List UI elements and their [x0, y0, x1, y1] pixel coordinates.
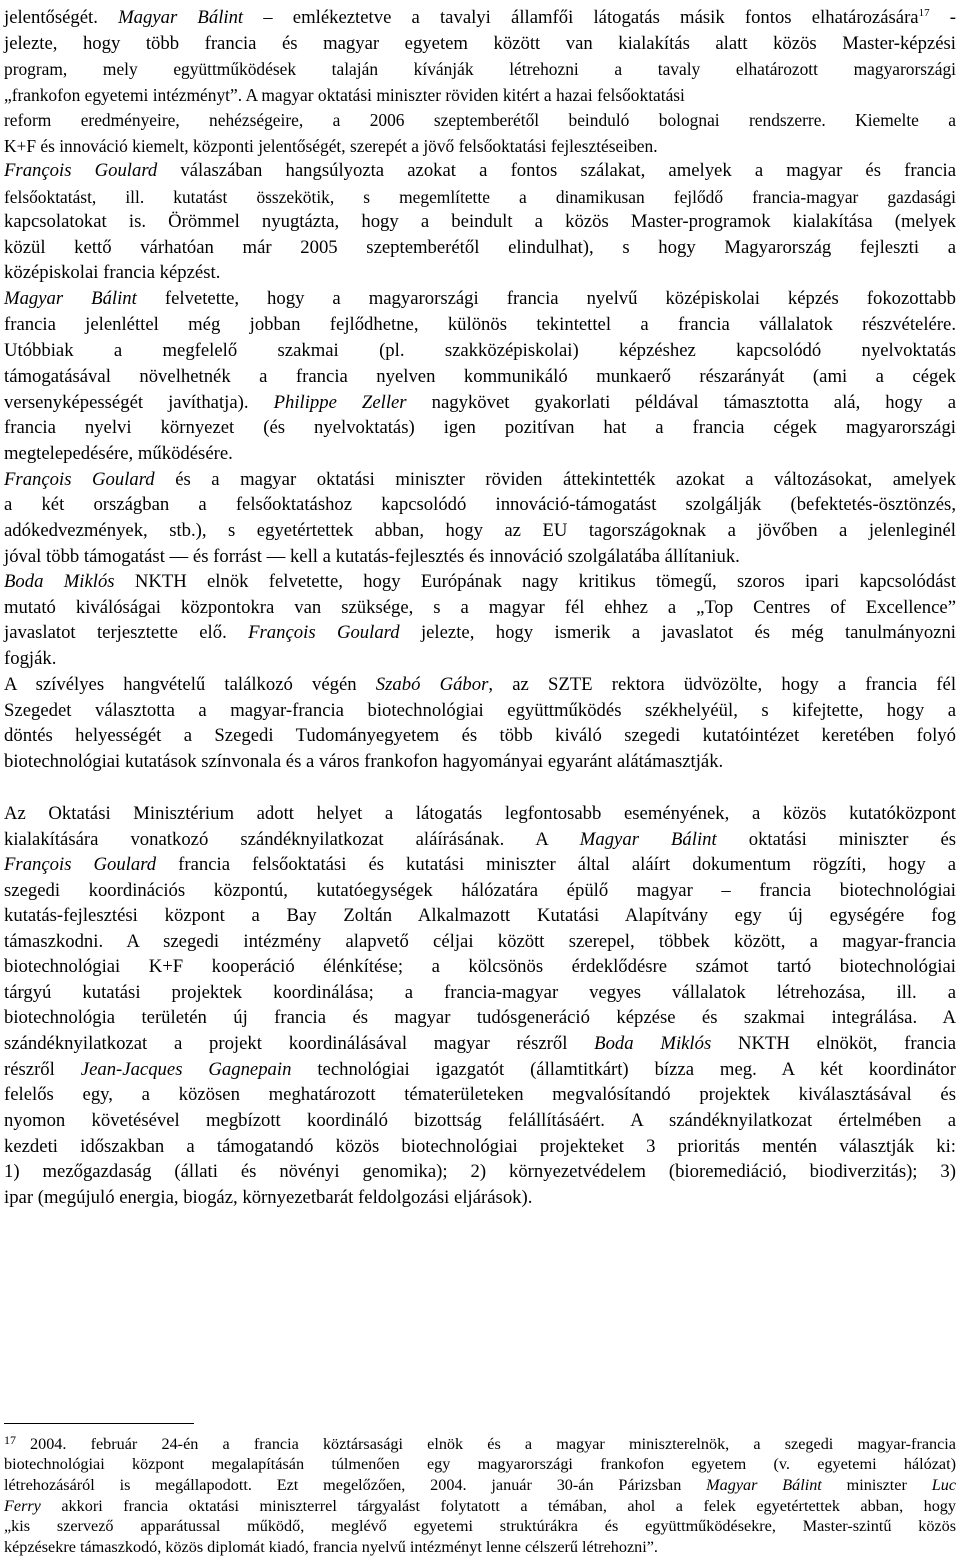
body-line [4, 622, 956, 646]
body-line [4, 366, 956, 390]
text-run: biotechnológiai K+F kooperáció élénkítése; a kölcsönös érdeklődésre számot tartó biotechnológiai [4, 956, 956, 977]
footnote-number: 17 [4, 1433, 16, 1447]
text-run: - [929, 7, 957, 28]
text-run: – emlékeztetve a tavalyi államfői látogatás másik fontos elhatározására [243, 7, 919, 28]
body-line [4, 186, 956, 210]
text-run: megtelepedésére, működésére. [4, 443, 233, 464]
text-run: reform eredményeire, nehézségeire, a 2006 szeptemberétől beinduló bolognai rendszerre. Kiemelte a [4, 110, 956, 130]
text-run: Az Oktatási Minisztérium adott helyet a látogatás legfontosabb eseményének, a közös kutatóközpont [4, 803, 956, 824]
text-run: nyomon követésével megbízott koordináló bizottság felállításáért. A szándéknyilatkozat értelmében a [4, 1110, 956, 1131]
body-line [4, 1059, 956, 1083]
person-name: François Goulard [248, 622, 400, 643]
text-run: szegedi koordinációs központú, kutatóegységek hálózatára épülő magyar – francia biotechnológiai [4, 880, 956, 901]
text-run: NKTH elnök felvetette, hogy Európának nagy kritikus tömegű, szoros ipari kapcsolódást [114, 571, 957, 592]
text-run: kapcsolatokat is. Örömmel nyugtázta, hogy a beindult a közös Master-programok kialakítása (melyek [4, 211, 956, 232]
body-line [4, 160, 956, 184]
person-name: Boda Miklós [594, 1033, 712, 1054]
body-line [4, 1187, 956, 1211]
body-line [4, 597, 956, 621]
text-run: tárgyú kutatási projektek koordinálása; a francia-magyar vegyes vállalatok létrehozása, ill. a [4, 982, 956, 1003]
text-run: válaszában hangsúlyozta azokat a fontos szálakat, amelyek a magyar és francia [157, 160, 956, 181]
person-name: Magyar Bálint [118, 7, 244, 28]
text-run: javaslatot terjesztette elő. [4, 622, 249, 643]
person-name: Luc [931, 1476, 956, 1494]
body-line [4, 674, 956, 698]
text-run: felvetette, hogy a magyarországi francia nyelvű középiskolai képzés fokozottabb [136, 288, 957, 309]
body-line [4, 494, 956, 518]
person-name: Szabó Gábor [375, 674, 489, 695]
text-run: támogatásával növelhetnék a francia nyelven kommunikáló munkaerő részarányát (ami a cégek [4, 366, 956, 387]
text-run: ipar (megújuló energia, biogáz, környezetbarát feldolgozási eljárások). [4, 1187, 533, 1208]
text-run: adókedvezmények, stb.), s egyetértettek abban, hogy az EU tagországoknak a jövőben a jelenleginél [4, 520, 956, 541]
body-line [4, 725, 956, 749]
text-run: program, mely együttműködések talaján kívánják létrehozni a tavaly elhatározott magyarországi [4, 59, 956, 79]
text-run: fogják. [4, 648, 57, 669]
body-line [4, 905, 956, 929]
person-name: François Goulard [4, 469, 155, 490]
text-run: nagykövet gyakorlati példával támasztotta alá, hogy a [406, 392, 956, 413]
text-run: felelős egy, a közösen meghatározott tématerületeken megvalósítandó projektek kiválasztásával és [4, 1084, 956, 1105]
body-line [4, 340, 956, 364]
body-line [4, 571, 956, 595]
body-line [4, 803, 956, 827]
body-line [4, 700, 956, 724]
body-line [4, 1084, 956, 1108]
text-run: K+F és innováció kiemelt, központi jelentőségét, szerepét a jövő felsőoktatási fejlesztéseiben. [4, 136, 658, 156]
text-run: technológiai igazgatót (államtitkárt) bízza meg. A két koordinátor [291, 1059, 956, 1080]
text-run: miniszter [821, 1476, 932, 1494]
body-line [4, 58, 956, 82]
body-line [4, 931, 956, 955]
body-line [4, 1110, 956, 1134]
person-name: Jean-Jacques Gagnepain [80, 1059, 292, 1080]
body-line [4, 956, 956, 980]
text-run: francia nyelvi környezet (és nyelvoktatás) igen pozitívan hat a francia cégek magyarországi [4, 417, 956, 438]
text-run: döntés helyességét a Szegedi Tudományegyetem és több kiváló szegedi kutatóintézet keretében folyó [4, 725, 956, 746]
text-run: Utóbbiak a megfelelő szakmai (pl. szakközépiskolai) képzéshez kapcsolódó nyelvoktatás [4, 340, 956, 361]
text-run: biotechnológia területén új francia és magyar tudósgeneráció képzése és szakmai integrálása. A [4, 1007, 956, 1028]
body-line [4, 648, 956, 672]
person-name: Boda Miklós [4, 571, 115, 592]
body-line [4, 443, 956, 467]
text-run: biotechnológiai kutatások színvonala és a város frankofon hagyományai egyaránt alátámasztják. [4, 751, 724, 772]
text-run: 1) mezőgazdaság (állati és növényi genomika); 2) környezetvédelem (bioremediáció, biodiverzitás); 3) [4, 1161, 956, 1182]
text-run: mutató kiválóságai központokra van szüksége, s a magyar fél ehhez a „Top Centres of Excellence” [4, 597, 956, 618]
body-line [4, 546, 956, 570]
body-line [4, 982, 956, 1006]
text-run: francia jelenléttel még jobban fejlődhetne, különös tekintettel a francia vállalatok részvételére. [4, 314, 956, 335]
text-run: felsőoktatást, ill. kutatást összekötik, s megemlítette a dinamikusan fejlődő francia-magyar gazdasági [4, 187, 956, 207]
text-run: támaszkodni. A szegedi intézmény alapvető céljai között szerepel, többek között, a magyar-francia [4, 931, 956, 952]
text-run: 2004. február 24-én a francia köztársasági elnök és a magyar miniszterelnök, a szegedi magyar-francia [30, 1435, 956, 1453]
body-line [4, 1161, 956, 1185]
body-line [4, 109, 956, 133]
text-run: jelentőségét. [4, 7, 119, 28]
text-run: részről [4, 1059, 81, 1080]
person-name: François Goulard [4, 854, 157, 875]
body-line [4, 469, 956, 493]
body-line [4, 288, 956, 312]
text-run: „frankofon egyetemi intézményt”. A magyar oktatási miniszter röviden kitért a hazai felsőoktatási [4, 85, 685, 105]
text-run: jelezte, hogy ismerik a javaslatot és még tanulmányozni [399, 622, 956, 643]
text-run: középiskolai francia képzést. [4, 262, 221, 283]
text-run: kialakítására vonatkozó szándéknyilatkozat aláírásának. A [4, 829, 580, 850]
text-run: , az SZTE rektora üdvözölte, hogy a francia fél [488, 674, 957, 695]
body-line [4, 314, 956, 338]
text-run: biotechnológiai központ megalapításán túlmenően egy magyarországi frankofon egyetem (v. egyetemi hálózat) [4, 1455, 956, 1473]
body-line [4, 392, 956, 416]
body-line [4, 880, 956, 904]
person-name: Magyar Bálint [579, 829, 717, 850]
text-run: francia felsőoktatási és kutatási miniszter által aláírt dokumentum rögzíti, hogy a [156, 854, 956, 875]
body-line [4, 237, 956, 261]
body-line [4, 135, 956, 159]
body-line [4, 829, 956, 853]
text-run: akkori francia oktatási miniszterrel tárgyalást folytatott a témában, ahol a felek egyetértettek abban, hogy [40, 1497, 956, 1515]
body-line [4, 1033, 956, 1057]
body-line [4, 84, 956, 108]
text-run: és a magyar oktatási miniszter röviden áttekintették azokat a változásokat, amelyek [154, 469, 956, 490]
text-run: Szegedet választotta a magyar-francia biotechnológiai együttműködés székhelyéül, s kifejtette, hogy a [4, 700, 956, 721]
text-run: a két országban a felsőoktatáshoz kapcsolódó innováció-támogatást szolgálják (befektetés-ösztönzés, [4, 494, 956, 515]
body-line [4, 262, 956, 286]
body-line [4, 1007, 956, 1031]
text-run: jóval több támogatást — és forrást — kell a kutatás-fejlesztés és innováció szolgálatába állítaniuk. [4, 546, 740, 567]
text-run: kutatás-fejlesztési központ a Bay Zoltán Alkalmazott Kutatási Alapítvány egy új egységére fog [4, 905, 956, 926]
body-line [4, 7, 956, 31]
text-run: jelezte, hogy több francia és magyar egyetem között van kialakítás alatt közös Master-képzési [4, 33, 956, 54]
text-run: létrehozásáról is megállapodott. Ezt megelőzően, 2004. január 30-án Párizsban [4, 1476, 707, 1494]
body-line [4, 1136, 956, 1160]
text-run: szándéknyilatkozat a projekt koordinálásával magyar részről [4, 1033, 595, 1054]
text-run: A szívélyes hangvételű találkozó végén [4, 674, 376, 695]
body-line [4, 211, 956, 235]
text-run: „kis szervező apparátussal működő, meglévő egyetemi struktúrákra és együttműködésekre, Master-szintű közös [4, 1517, 956, 1535]
body-line [4, 417, 956, 441]
person-name: Magyar Bálint [706, 1476, 822, 1494]
body-line [4, 520, 956, 544]
footnote-reference: 17 [918, 7, 930, 19]
text-run: NKTH elnököt, francia [711, 1033, 956, 1054]
body-line [4, 33, 956, 57]
person-name: Magyar Bálint [4, 288, 137, 309]
body-line [4, 854, 956, 878]
person-name: Ferry [4, 1497, 41, 1515]
text-run: kezdeti időszakban a támogatandó közös biotechnológiai projekteket 3 prioritás mentén választják ki: [4, 1136, 956, 1157]
person-name: Philippe Zeller [273, 392, 407, 413]
text-run: képzésekre támaszkodó, közös diplomát kiadó, francia nyelvű intézményt lenne célszerű létrehozni”. [4, 1538, 658, 1556]
body-line [4, 751, 956, 775]
text-run: közül kettő várhatóan már 2005 szeptemberétől elindulhat), s hogy Magyarország fejleszti a [4, 237, 956, 258]
footnote-separator [4, 1423, 194, 1424]
text-run: versenyképességét javíthatja). [4, 392, 274, 413]
footnote-line [4, 1536, 956, 1560]
person-name: François Goulard [4, 160, 158, 181]
text-run: oktatási miniszter és [716, 829, 957, 850]
